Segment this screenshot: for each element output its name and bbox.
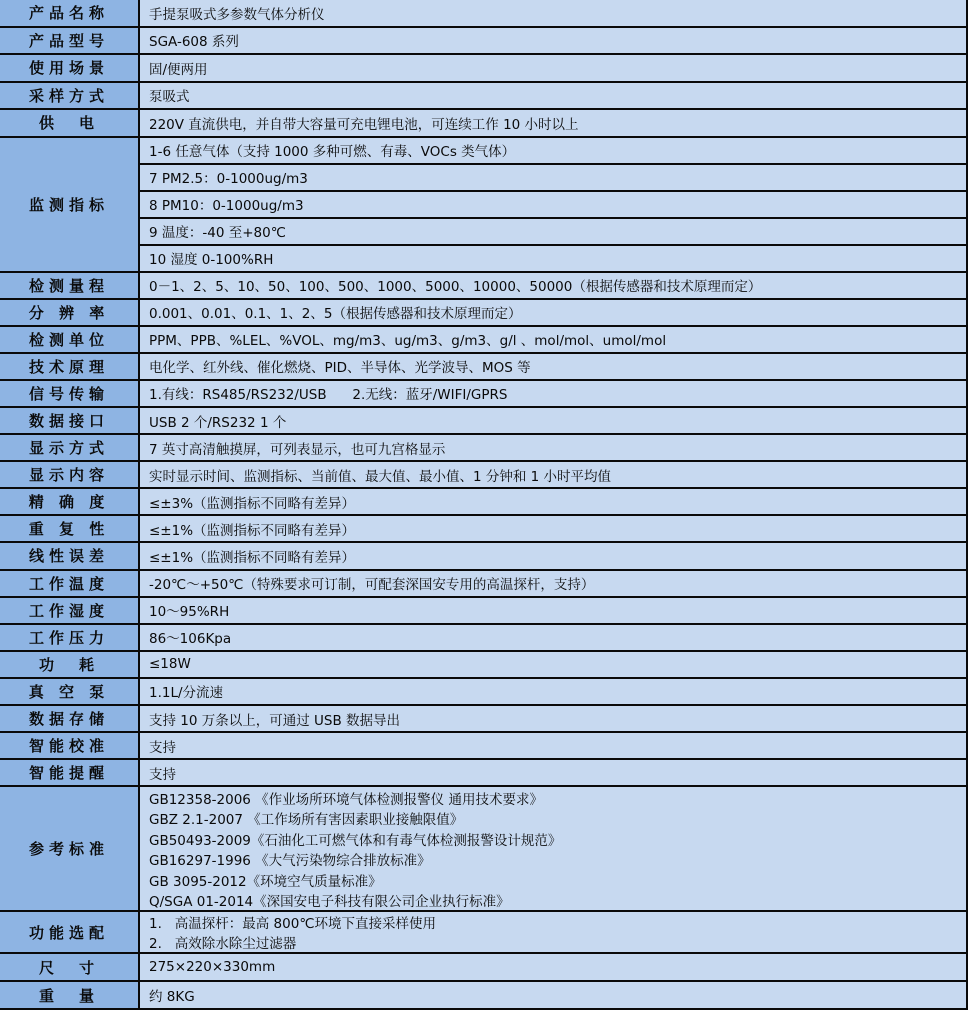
row-label: 显示方式 [0, 435, 140, 460]
row-label: 数据接口 [0, 408, 140, 433]
row-value: 275×220×330mm [140, 954, 966, 980]
row-value: PPM、PPB、%LEL、%VOL、mg/m3、ug/m3、g/m3、g/l 、mol/mol、umol/mol [140, 327, 966, 352]
row-value: ≤±1%（监测指标不同略有差异） [140, 543, 966, 568]
row-value: 支持 [140, 733, 966, 758]
monitoring-subrow: 1-6 任意气体（支持 1000 多种可燃、有毒、VOCs 类气体） [140, 138, 966, 165]
standard-line: GB50493-2009《石油化工可燃气体和有毒气体检测报警设计规范》 [149, 832, 562, 849]
row-label: 检测单位 [0, 327, 140, 352]
row-label: 精 确 度 [0, 489, 140, 514]
table-row [0, 83, 966, 111]
monitoring-subrows [140, 138, 966, 271]
table-row [0, 543, 966, 570]
row-value: 支持 [140, 760, 966, 785]
row-label: 参考标准 [0, 787, 140, 910]
row-value: -20℃～+50℃（特殊要求可订制，可配套深国安专用的高温探杆，支持） [140, 571, 966, 596]
row-value: 电化学、红外线、催化燃烧、PID、半导体、光学波导、MOS 等 [140, 354, 966, 379]
row-label: 分 辨 率 [0, 300, 140, 325]
option-line: 2. 高效除水除尘过滤器 [149, 936, 297, 953]
table-row [0, 408, 966, 435]
row-label: 产品型号 [0, 28, 140, 54]
row-value: 86～106Kpa [140, 625, 966, 650]
table-row [0, 706, 966, 733]
table-row [0, 462, 966, 489]
table-row [0, 982, 966, 1010]
row-label: 工作温度 [0, 571, 140, 596]
monitoring-subrow: 8 PM10：0-1000ug/m3 [140, 192, 966, 219]
row-value: ≤±1%（监测指标不同略有差异） [140, 516, 966, 541]
table-row [0, 435, 966, 462]
table-row [0, 55, 966, 83]
standard-line: GB12358-2006 《作业场所环境气体检测报警仪 通用技术要求》 [149, 791, 543, 808]
row-label: 功 耗 [0, 652, 140, 677]
table-row [0, 652, 966, 679]
table-row [0, 300, 966, 327]
table-row-standards [0, 787, 966, 912]
row-label: 智能提醒 [0, 760, 140, 785]
row-label: 真 空 泵 [0, 679, 140, 704]
table-row-options [0, 912, 966, 954]
table-row [0, 954, 966, 982]
row-label: 重 复 性 [0, 516, 140, 541]
row-value: 泵吸式 [140, 83, 966, 109]
row-label: 使用场景 [0, 55, 140, 81]
table-row [0, 381, 966, 408]
table-row [0, 733, 966, 760]
row-label: 工作压力 [0, 625, 140, 650]
row-value: ≤18W [140, 652, 966, 677]
table-row [0, 327, 966, 354]
table-row [0, 489, 966, 516]
row-label: 采样方式 [0, 83, 140, 109]
row-value: ≤±3%（监测指标不同略有差异） [140, 489, 966, 514]
row-value: 支持 10 万条以上，可通过 USB 数据导出 [140, 706, 966, 731]
row-label: 显示内容 [0, 462, 140, 487]
row-label: 重 量 [0, 982, 140, 1008]
table-row [0, 28, 966, 56]
row-value: 约 8KG [140, 982, 966, 1008]
table-row [0, 679, 966, 706]
row-label: 信号传输 [0, 381, 140, 406]
row-label: 工作湿度 [0, 598, 140, 623]
table-row [0, 625, 966, 652]
row-value: 手提泵吸式多参数气体分析仪 [140, 0, 966, 26]
monitoring-subrow: 7 PM2.5：0-1000ug/m3 [140, 165, 966, 192]
table-row [0, 760, 966, 787]
row-value: 固/便两用 [140, 55, 966, 81]
row-label: 数据存储 [0, 706, 140, 731]
row-value: SGA-608 系列 [140, 28, 966, 54]
table-row [0, 516, 966, 543]
row-label: 技术原理 [0, 354, 140, 379]
row-label: 尺 寸 [0, 954, 140, 980]
row-label: 线性误差 [0, 543, 140, 568]
table-row [0, 354, 966, 381]
standard-line: GBZ 2.1-2007 《工作场所有害因素职业接触限值》 [149, 812, 464, 829]
table-row [0, 0, 966, 28]
table-row [0, 273, 966, 300]
monitoring-subrow: 9 温度：-40 至+80℃ [140, 219, 966, 246]
options-list [140, 912, 966, 952]
row-label: 监测指标 [0, 138, 140, 271]
row-value: 1.1L/分流速 [140, 679, 966, 704]
row-value: 实时显示时间、监测指标、当前值、最大值、最小值、1 分钟和 1 小时平均值 [140, 462, 966, 487]
option-line: 1. 高温探杆：最高 800℃环境下直接采样使用 [149, 916, 436, 933]
row-value: 10～95%RH [140, 598, 966, 623]
table-row [0, 110, 966, 138]
standard-line: Q/SGA 01-2014《深国安电子科技有限公司企业执行标准》 [149, 894, 510, 911]
standard-line: GB16297-1996 《大气污染物综合排放标准》 [149, 853, 431, 870]
row-label: 功能选配 [0, 912, 140, 952]
table-row [0, 571, 966, 598]
row-value: 0－1、2、5、10、50、100、500、1000、5000、10000、50000（根据传感器和技术原理而定） [140, 273, 966, 298]
table-row [0, 598, 966, 625]
row-value: 0.001、0.01、0.1、1、2、5（根据传感器和技术原理而定） [140, 300, 966, 325]
row-value: 220V 直流供电，并自带大容量可充电锂电池，可连续工作 10 小时以上 [140, 110, 966, 136]
row-value: 1.有线：RS485/RS232/USB 2.无线：蓝牙/WIFI/GPRS [140, 381, 966, 406]
row-value: 7 英寸高清触摸屏，可列表显示，也可九宫格显示 [140, 435, 966, 460]
row-label: 产品名称 [0, 0, 140, 26]
standards-list [140, 787, 966, 910]
row-label: 智能校准 [0, 733, 140, 758]
monitoring-subrow: 10 湿度 0-100%RH [140, 246, 966, 271]
table-row-monitoring [0, 138, 966, 273]
standard-line: GB 3095-2012《环境空气质量标准》 [149, 873, 382, 890]
row-value: USB 2 个/RS232 1 个 [140, 408, 966, 433]
row-label: 检测量程 [0, 273, 140, 298]
row-label: 供 电 [0, 110, 140, 136]
